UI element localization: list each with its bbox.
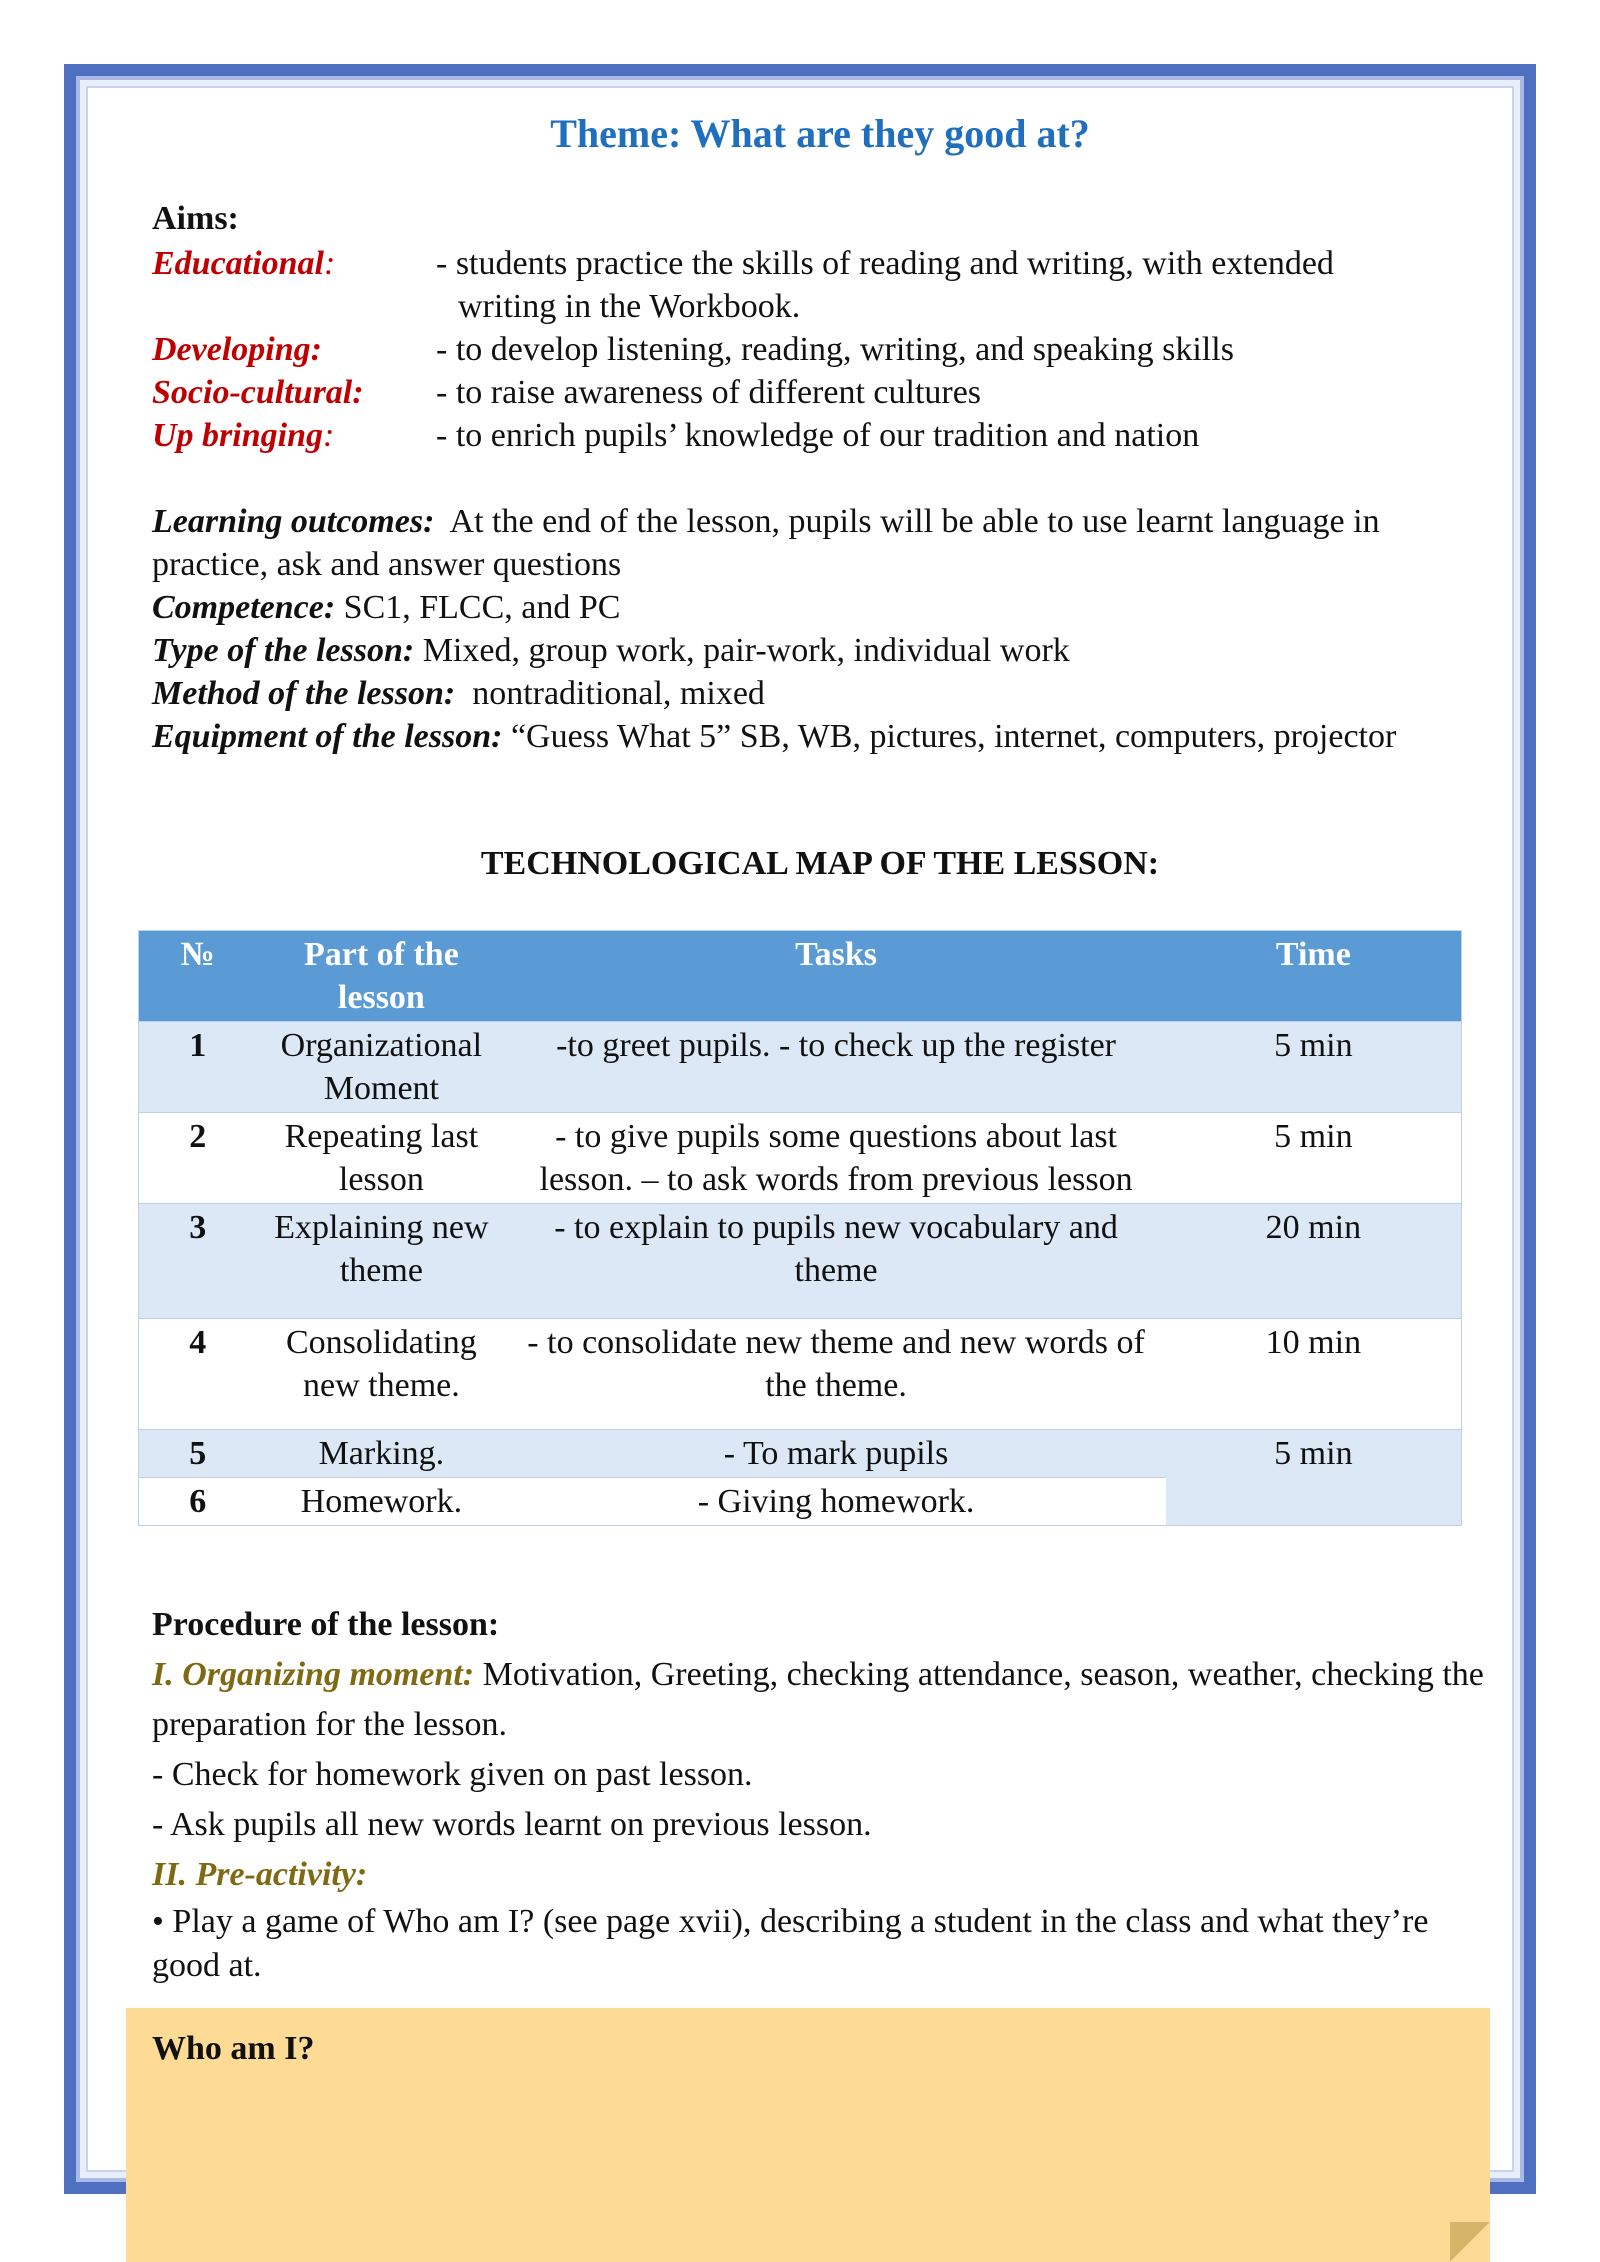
procedure-line: - Ask pupils all new words learnt on previous lesson. xyxy=(152,1806,872,1843)
organizing-moment: I. Organizing moment: Motivation, Greeting, checking attendance, season, weather, checking the preparation for the lesson. xyxy=(152,1656,1484,1743)
aim-label: Socio-cultural: xyxy=(152,374,364,411)
row-task: - to consolidate new theme and new words of the theme. xyxy=(506,1319,1165,1430)
competence: Competence: SC1, FLCC, and PC xyxy=(152,589,621,626)
table-row xyxy=(139,1022,1462,1113)
procedure-line: - Check for homework given on past lesson. xyxy=(152,1756,753,1793)
row-part: Repeating last lesson xyxy=(256,1113,506,1204)
row-number: 1 xyxy=(139,1022,257,1113)
row-part: Marking. xyxy=(256,1430,506,1478)
row-number: 4 xyxy=(139,1319,257,1430)
row-time: 5 min xyxy=(1166,1022,1462,1113)
row-part: Consolidating new theme. xyxy=(256,1319,506,1430)
column-header: Tasks xyxy=(506,931,1165,1022)
row-task: -to greet pupils. - to check up the register xyxy=(506,1022,1165,1113)
row-number: 3 xyxy=(139,1204,257,1319)
pre-activity-heading: II. Pre-activity: xyxy=(152,1856,368,1893)
row-part: Homework. xyxy=(256,1478,506,1526)
row-task: - To mark pupils xyxy=(506,1430,1165,1478)
table-row xyxy=(139,1430,1462,1478)
row-time: 5 min xyxy=(1166,1430,1462,1526)
row-time: 10 min xyxy=(1166,1319,1462,1430)
aim-text: - students practice the skills of reading and writing, with extended writing in the Workbook. xyxy=(436,245,1334,325)
row-number: 5 xyxy=(139,1430,257,1478)
row-number: 6 xyxy=(139,1478,257,1526)
table-row xyxy=(139,1319,1462,1430)
note-title: Who am I? xyxy=(152,2030,315,2067)
aim-label: Up bringing: xyxy=(152,417,335,454)
row-task: - to give pupils some questions about last lesson. – to ask words from previous lesson xyxy=(506,1113,1165,1204)
table-row xyxy=(139,1204,1462,1319)
aim-text: - to develop listening, reading, writing, and speaking skills xyxy=(436,331,1234,368)
row-number: 2 xyxy=(139,1113,257,1204)
row-time: 5 min xyxy=(1166,1113,1462,1204)
techmap-title: TECHNOLOGICAL MAP OF THE LESSON: xyxy=(480,845,1160,882)
column-header: Part of the lesson xyxy=(256,931,506,1022)
aim-text: - to enrich pupils’ knowledge of our tradition and nation xyxy=(436,417,1200,454)
learning-outcomes: Learning outcomes: At the end of the lesson, pupils will be able to use learnt language in practice, ask and answer questions xyxy=(152,503,1380,583)
table-row xyxy=(139,1113,1462,1204)
column-header: Time xyxy=(1166,931,1462,1022)
page-curl-icon xyxy=(1450,2222,1490,2262)
aim-text: - to raise awareness of different cultures xyxy=(436,374,982,411)
row-task: - Giving homework. xyxy=(506,1478,1165,1526)
who-am-i-note xyxy=(126,2008,1490,2262)
row-task: - to explain to pupils new vocabulary and theme xyxy=(506,1204,1165,1319)
aim-label: Educational: xyxy=(152,245,336,282)
lesson-type: Type of the lesson: Mixed, group work, pair-work, individual work xyxy=(152,632,1070,669)
lesson-map-table xyxy=(138,930,1462,1526)
row-time: 20 min xyxy=(1166,1204,1462,1319)
aim-label: Developing: xyxy=(152,331,322,368)
pre-activity-text: • Play a game of Who am I? (see page xvii), describing a student in the class and what they’re good at. xyxy=(152,1903,1429,1984)
procedure-heading: Procedure of the lesson: xyxy=(152,1606,500,1643)
lesson-equipment: Equipment of the lesson: “Guess What 5” SB, WB, pictures, internet, computers, projector xyxy=(152,718,1397,755)
row-part: Explaining new theme xyxy=(256,1204,506,1319)
table-header-row xyxy=(139,931,1462,1022)
lesson-method: Method of the lesson: nontraditional, mixed xyxy=(152,675,765,712)
aims-heading: Aims: xyxy=(152,200,239,237)
page-title: Theme: What are they good at? xyxy=(550,111,1090,156)
row-part: Organizational Moment xyxy=(256,1022,506,1113)
column-header: № xyxy=(139,931,257,1022)
